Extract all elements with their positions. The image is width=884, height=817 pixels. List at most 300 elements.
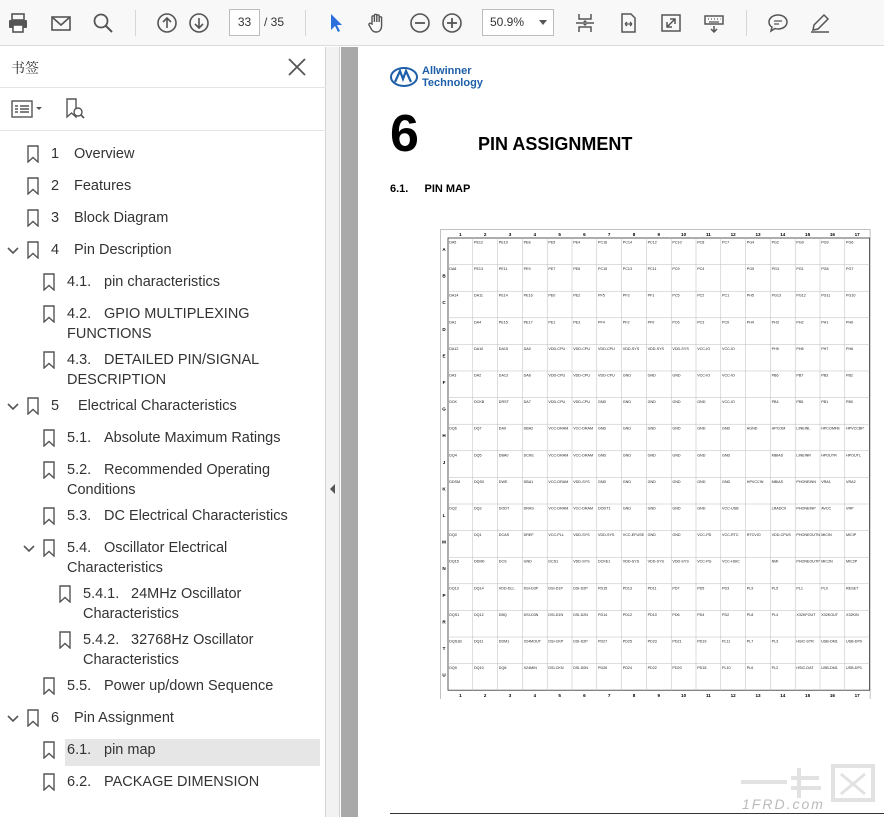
print-button[interactable] <box>3 8 33 38</box>
pin-map-column-label: 17 <box>854 232 860 237</box>
pin-map-cell: MICIP <box>846 533 857 538</box>
bookmark-icon <box>27 397 39 415</box>
pin-map-cell: PL0 <box>821 586 828 591</box>
pin-map-cell: DA15 <box>498 346 509 351</box>
pin-map-cell: DQ2 <box>449 506 457 511</box>
pin-map-cell: DSI-CKN <box>548 666 564 671</box>
pin-map-cell: PD12 <box>622 612 633 617</box>
fit-width-button[interactable] <box>613 8 643 38</box>
bookmark-item[interactable] <box>0 460 326 504</box>
pin-map-cell: PL3 <box>771 639 779 644</box>
bookmark-number: 5.4.2. <box>83 632 120 648</box>
pin-map-column-label: 9 <box>657 232 661 237</box>
pin-map-cell: VCC-IO <box>722 346 735 351</box>
pen-icon <box>809 12 831 34</box>
pin-map-cell: PD3 <box>722 586 730 591</box>
pin-map-column-label: 8 <box>632 693 636 699</box>
pin-map-column-label: 16 <box>829 232 835 237</box>
pin-map-cell: DQ15 <box>449 559 459 564</box>
pin-map-cell: PC9 <box>672 267 680 272</box>
options-menu-icon[interactable] <box>11 98 45 120</box>
pin-map-cell: PD18 <box>697 666 707 671</box>
pin-map-cell: PD27 <box>598 639 608 644</box>
pin-map-column-label: 10 <box>681 693 687 699</box>
pin-map-cell: PL7 <box>746 639 754 644</box>
bookmark-number: 3 <box>51 210 60 226</box>
pin-map-cell: DA9 <box>498 426 506 431</box>
pin-map-row-label: G <box>442 406 446 412</box>
bookmark-item[interactable] <box>0 208 326 230</box>
pin-map-cell: VCC-DRAM <box>548 453 569 458</box>
pin-map-cell: PH7 <box>821 346 829 351</box>
bookmark-icon <box>43 461 55 479</box>
hand-tool-button[interactable] <box>362 8 392 38</box>
pin-map-cell: DA7 <box>523 400 531 405</box>
pin-map-cell: VCC-IO <box>722 400 735 405</box>
collapse-arrow-icon[interactable] <box>330 484 335 494</box>
bookmark-item[interactable] <box>0 272 326 294</box>
pin-map-cell: PC1 <box>722 293 730 298</box>
reading-mode-button[interactable] <box>699 8 729 38</box>
pin-map-cell: DSI-D2P <box>573 586 588 591</box>
full-screen-button[interactable] <box>656 8 686 38</box>
pin-map-cell: PB5 <box>796 400 804 405</box>
zoom-out-button[interactable] <box>405 8 435 38</box>
pin-map-cell: GND <box>647 426 656 431</box>
pin-map-cell: GND <box>622 373 632 378</box>
pin-map-cell: GND <box>672 373 681 378</box>
pin-map-cell: GND <box>598 400 607 405</box>
arrow-up-circle-icon <box>156 12 178 34</box>
pin-map-cell: PD22 <box>647 666 657 671</box>
pin-map-cell: GND <box>672 426 681 431</box>
pin-map-cell: DA0 <box>523 346 531 351</box>
chapter-number: 6 <box>390 105 419 163</box>
pin-map-cell: DSI-D3P <box>523 586 539 591</box>
hand-icon <box>366 12 388 34</box>
bookmark-icon <box>43 539 55 557</box>
pin-map-cell: DQS1B <box>449 639 462 644</box>
pin-map-cell: DQ0 <box>449 533 457 538</box>
chevron-down-icon[interactable] <box>22 542 36 556</box>
pin-map-cell: GND <box>622 400 632 405</box>
pin-map-cell: PG4 <box>746 240 755 245</box>
fit-width-icon <box>617 12 639 34</box>
pin-map-cell: DODT1 <box>598 506 611 511</box>
pin-map-row-label: F <box>442 380 446 385</box>
pin-map-cell: GND <box>722 479 731 484</box>
pin-map-row-label: T <box>442 646 446 651</box>
pin-map-cell: DQS0 <box>474 479 485 484</box>
pin-map-cell: DQS1 <box>449 612 460 617</box>
pin-map-cell: VRA1 <box>821 479 831 484</box>
pin-map-cell: LRADC0 <box>771 506 787 511</box>
pin-map-cell: GND <box>697 426 706 431</box>
toolbar-separator <box>746 10 747 36</box>
bookmark-number: 6 <box>51 710 60 726</box>
bookmark-number: 2 <box>51 178 60 194</box>
pin-map-cell: PB3 <box>821 373 829 378</box>
pin-map-cell: VDD-CPUS <box>771 533 791 538</box>
pin-map-cell: PE5 <box>548 240 556 245</box>
pin-map-cell: PE17 <box>523 320 533 325</box>
pin-map-cell: PB0 <box>846 400 853 405</box>
pin-map-column-label: 17 <box>854 693 860 699</box>
pin-map-cell: GND <box>647 533 656 538</box>
pin-map-cell: AGND <box>746 426 758 431</box>
bookmark-item[interactable] <box>0 304 326 348</box>
pin-map-cell: DA5 <box>449 240 457 245</box>
section-heading <box>390 183 470 195</box>
pin-map-cell: GND <box>672 533 681 538</box>
pin-map-cell: PE3 <box>573 320 581 325</box>
pin-map-cell: X24MOUT <box>523 639 542 644</box>
chevron-down-icon[interactable] <box>6 244 20 258</box>
pin-map-column-label: 11 <box>705 232 711 237</box>
pin-map-cell: DA1 <box>449 320 457 325</box>
bookmark-item[interactable] <box>0 396 326 418</box>
pin-map-cell: PG3 <box>771 267 779 272</box>
pin-map-cell: DBA2 <box>523 426 534 431</box>
pin-map-cell: PC16 <box>598 240 608 245</box>
pin-map-cell: DA4 <box>474 320 482 325</box>
pin-map-cell: GND <box>647 453 656 458</box>
pin-map-cell: GND <box>598 453 607 458</box>
close-icon[interactable] <box>286 56 308 78</box>
pin-map-cell: PC10 <box>672 240 682 245</box>
pin-map-cell: PC0 <box>722 320 730 325</box>
pin-map-cell: PD7 <box>672 586 680 591</box>
pin-map-cell: DA8 <box>449 267 457 272</box>
pin-map-cell: PG2 <box>771 240 779 245</box>
zoom-level-select[interactable] <box>482 9 554 36</box>
pin-map-cell: DQ8 <box>498 666 507 671</box>
pin-map-cell: USB-DM1 <box>821 639 838 644</box>
pin-map-column-label: 13 <box>755 693 761 699</box>
pin-map-cell: PE8 <box>523 240 531 245</box>
pin-map-cell: DDM1 <box>498 639 510 644</box>
pin-map-column-label: 16 <box>829 693 835 699</box>
pin-map-cell: VDD-CPU <box>548 346 566 351</box>
pin-map-cell: DQ3 <box>474 506 482 511</box>
pin-map-cell: PE2 <box>573 293 581 298</box>
email-button[interactable] <box>46 8 76 38</box>
bookmark-label: PACKAGE DIMENSION <box>104 774 260 790</box>
pin-map-cell: DQ10 <box>474 666 484 671</box>
pin-map-cell: PL6 <box>746 666 754 671</box>
pin-map-cell: GND <box>672 479 681 484</box>
pin-map-cell: PH2 <box>796 320 804 325</box>
pin-map-cell: PL5 <box>771 586 779 591</box>
pin-map-cell: MIC2P <box>846 559 858 564</box>
pin-map-cell: PE10 <box>498 240 508 245</box>
bookmark-item[interactable] <box>0 176 326 198</box>
pin-map-cell: VDD-SYS <box>573 479 590 484</box>
bookmark-icon <box>43 273 55 291</box>
pin-map-cell: VCC-DRAM <box>573 453 594 458</box>
pin-map-cell: PG12 <box>796 293 806 298</box>
pin-map-row-label: P <box>442 592 446 598</box>
pin-map-cell: HPVCCBP <box>846 426 864 431</box>
pin-map-cell: PC12 <box>647 240 657 245</box>
pin-map-column-label: 12 <box>730 232 736 237</box>
pin-map-cell: PC14 <box>622 240 633 245</box>
fit-page-button[interactable] <box>570 8 600 38</box>
bookmark-number: 4.3. <box>67 352 92 368</box>
pin-map-row-label: R <box>442 619 446 625</box>
expand-icon <box>660 12 682 34</box>
pin-map-cell: DA2 <box>474 373 482 378</box>
pin-map-cell: DQ12 <box>474 612 484 617</box>
bookmark-item[interactable] <box>0 144 326 166</box>
panel-splitter[interactable] <box>326 47 340 817</box>
pin-map-cell: PD11 <box>647 586 657 591</box>
select-tool-button[interactable] <box>320 8 350 38</box>
pin-map-cell: PB7 <box>796 373 804 378</box>
pin-map-cell: PD6 <box>672 612 680 617</box>
pin-map-cell: GND <box>647 400 656 405</box>
pin-map-column-label: 6 <box>583 693 586 699</box>
pin-map-column-label: 3 <box>508 232 512 237</box>
chevron-down-icon[interactable] <box>6 712 20 726</box>
pin-map-cell: VDD-SYS <box>647 346 665 351</box>
pin-map-cell: RESET <box>846 586 859 591</box>
bookmark-number: 5.4.1. <box>83 586 120 602</box>
pin-map-cell: VCC-PD <box>697 533 712 538</box>
bookmark-number: 5.4. <box>67 540 92 556</box>
pin-map-cell: PD23 <box>647 639 657 644</box>
pin-map-cell: GND <box>697 479 706 484</box>
pin-map-row-label: U <box>442 672 446 678</box>
pin-map-cell: VCC-DRAM <box>573 506 594 511</box>
pin-map-cell: DA10 <box>474 346 484 351</box>
pin-map-cell: PL2 <box>771 666 779 671</box>
pin-map-cell: GND <box>523 559 532 564</box>
pin-map-cell: DQ1 <box>474 533 482 538</box>
bookmark-number: 4 <box>51 242 60 258</box>
pin-map-cell: VDD-SYS <box>622 559 640 564</box>
pin-map-cell: PF3 <box>622 293 630 298</box>
bookmark-label-continued: FUNCTIONS <box>67 326 152 342</box>
pin-map-column-label: 13 <box>755 232 761 237</box>
pin-map-cell: DSI-D1N <box>548 612 564 617</box>
bookmark-icon <box>43 429 55 447</box>
pin-map-cell: GND <box>622 453 632 458</box>
pin-map-row-label: B <box>442 273 446 279</box>
pin-map-row-label: J <box>442 459 446 465</box>
pin-map-cell: DODT <box>498 506 510 511</box>
bookmark-item[interactable] <box>0 772 326 794</box>
bookmark-number: 4.1. <box>67 274 92 290</box>
pin-map-cell: PHONEOUTP <box>796 559 820 564</box>
section-title: PIN MAP <box>424 183 471 195</box>
pin-map-column-label: 2 <box>483 232 487 237</box>
bookmark-item[interactable] <box>0 708 326 730</box>
pin-map-cell: GND <box>697 506 706 511</box>
pin-map-cell: X32KIN <box>846 612 859 617</box>
pin-map-row-label: E <box>442 353 446 359</box>
bookmark-item[interactable] <box>0 240 326 262</box>
section-number: 6.1. <box>390 183 409 195</box>
find-bookmark-icon[interactable] <box>62 97 86 121</box>
pin-map-cell: PG11 <box>821 293 831 298</box>
bookmark-item[interactable] <box>0 506 326 528</box>
bookmark-item[interactable] <box>0 350 326 394</box>
pin-map-column-label: 14 <box>780 693 786 699</box>
pin-map-cell: GND <box>647 479 656 484</box>
page-total: / 35 <box>264 15 285 29</box>
highlight-button[interactable] <box>805 8 835 38</box>
pin-map-cell: PE0 <box>548 293 556 298</box>
pin-map-cell: VDD-CPU <box>548 373 566 378</box>
pin-map-cell: PD5 <box>697 586 705 591</box>
pin-map-cell: DA11 <box>474 293 483 298</box>
pin-map-cell: VRA2 <box>846 479 856 484</box>
pin-map-cell: DA3 <box>449 373 457 378</box>
bookmark-item[interactable] <box>0 740 326 762</box>
envelope-icon <box>50 12 72 34</box>
bookmarks-toolbar <box>0 87 326 131</box>
pin-map-column-label: 1 <box>459 693 462 699</box>
bookmark-item[interactable] <box>0 676 326 698</box>
pin-map-cell: GND <box>722 426 731 431</box>
pin-map-cell: PG13 <box>771 293 782 298</box>
pin-map-cell: PL4 <box>771 612 779 617</box>
pin-map-cell: DQ5 <box>474 453 482 458</box>
pin-map-cell: PE7 <box>548 267 556 272</box>
pin-map-cell: MBIAS <box>771 479 784 484</box>
pin-map-cell: PC7 <box>722 240 730 245</box>
pin-map-cell: PG10 <box>846 293 856 298</box>
pin-map-cell: VCC-DRAM <box>548 426 569 431</box>
pin-map-cell: DSI-CKP <box>548 639 564 644</box>
pin-map-cell: HPCOMFB <box>821 426 840 431</box>
pin-map-cell: AVCC <box>821 506 832 511</box>
pin-map-cell: PH4 <box>746 320 754 325</box>
pin-map-cell: PH3 <box>771 320 779 325</box>
arrow-down-circle-icon <box>188 12 210 34</box>
bookmark-label: 24MHz Oscillator <box>131 586 242 602</box>
pin-map-cell: GND <box>697 400 706 405</box>
bookmark-label: Absolute Maximum Ratings <box>104 430 281 446</box>
bookmark-icon <box>43 773 55 791</box>
pin-map-cell: PG8 <box>821 267 829 272</box>
pin-map-cell: DSI-D0N <box>573 666 588 671</box>
printer-icon <box>7 12 29 34</box>
page-number-input[interactable]: 33 <box>229 9 260 36</box>
pin-map-cell: PE15 <box>498 320 508 325</box>
pin-map-cell: DCK <box>449 400 457 405</box>
pin-map-cell: DCKB <box>474 400 485 405</box>
comment-button[interactable] <box>763 8 793 38</box>
pin-map-cell: HSIC-STR <box>796 639 814 644</box>
pin-map-cell: DRST <box>498 400 509 405</box>
bookmark-number: 5.3. <box>67 508 92 524</box>
pin-map-cell: DCAS <box>498 533 510 538</box>
pin-map-cell: VCC-USB <box>722 506 739 511</box>
next-page-button[interactable] <box>184 8 214 38</box>
bookmark-item[interactable] <box>0 630 326 674</box>
pin-map-cell: DA14 <box>449 293 459 298</box>
bookmark-icon <box>43 305 55 323</box>
plus-circle-icon <box>441 12 463 34</box>
pin-map-column-label: 9 <box>657 693 661 699</box>
pin-map-cell: PC2 <box>697 293 705 298</box>
chevron-down-icon[interactable] <box>6 400 20 414</box>
pin-map-cell: VDD-SYS <box>672 346 689 351</box>
bookmark-number: 5.2. <box>67 462 92 478</box>
logo-line-2: Technology <box>422 77 483 89</box>
pin-map-column-label: 15 <box>805 693 811 699</box>
pin-map-cell: PD2 <box>722 612 730 617</box>
chevron-down-icon <box>539 20 547 25</box>
pin-map-cell: DQ6 <box>449 426 457 431</box>
pin-map-cell: PG1 <box>796 267 804 272</box>
zoom-in-button[interactable] <box>437 8 467 38</box>
pin-map-cell: X32KOUT <box>821 612 839 617</box>
pin-map-cell: X32KFOUT <box>796 612 816 617</box>
pin-map-cell: PG7 <box>846 267 854 272</box>
pin-map-cell: VCC-DRAM <box>573 426 594 431</box>
pin-map-cell: PE9 <box>523 267 531 272</box>
pin-map-cell: VRP <box>846 506 854 511</box>
pin-map-grid-border <box>448 238 870 690</box>
pin-map-cell: PH9 <box>771 346 779 351</box>
pin-map-cell: DRAS <box>523 506 534 511</box>
search-icon <box>92 12 114 34</box>
previous-page-button[interactable] <box>152 8 182 38</box>
bookmark-number: 5.1. <box>67 430 92 446</box>
pin-map-cell: PC5 <box>672 293 680 298</box>
pin-map-cell: VCC-DRAM <box>548 506 569 511</box>
pin-map-cell: GND <box>672 400 681 405</box>
pin-map-column-label: 8 <box>632 232 636 237</box>
pin-map-cell: DQ14 <box>474 586 484 591</box>
pin-map-cell: PC4 <box>697 267 705 272</box>
pin-map-cell: VCC-EFUSE <box>622 533 645 538</box>
pin-map-cell: MBIAS <box>771 453 784 458</box>
pin-map-column-label: 10 <box>681 232 687 237</box>
bookmark-icon <box>27 709 39 727</box>
pin-map-cell: PE16 <box>523 293 533 298</box>
pin-map-cell: VCC-IO <box>697 346 711 351</box>
pin-map-cell: PD13 <box>622 586 633 591</box>
pin-map-cell: HSIC-DAT <box>796 666 814 671</box>
search-button[interactable] <box>88 8 118 38</box>
pin-map-column-label: 6 <box>583 232 586 237</box>
pin-map-row-label: N <box>442 566 446 572</box>
pin-map-row-label: C <box>442 300 446 306</box>
pin-map-cell: PB6 <box>771 373 779 378</box>
pin-map-outer-border <box>441 230 871 700</box>
bookmark-item[interactable] <box>0 538 326 582</box>
bookmark-label: Features <box>74 178 132 194</box>
pin-map-cell: DSI-D2P <box>573 639 588 644</box>
bookmark-label: Recommended Operating <box>104 462 271 478</box>
pin-map-cell: DSI-D2N <box>573 612 588 617</box>
bookmark-item[interactable] <box>0 584 326 628</box>
pin-map-cell: GND <box>722 453 731 458</box>
pin-map-cell: PH1 <box>821 320 829 325</box>
pin-map-cell: MIC2N <box>821 559 833 564</box>
pin-map-cell: VDD-SYS <box>573 559 590 564</box>
bookmark-item[interactable] <box>0 428 326 450</box>
pin-map-cell: PE1 <box>548 320 556 325</box>
bookmark-icon <box>27 145 39 163</box>
pin-map-cell: DCS <box>498 559 507 564</box>
bookmark-number: 6.2. <box>67 774 92 790</box>
pin-map-cell: PF2 <box>622 320 630 325</box>
